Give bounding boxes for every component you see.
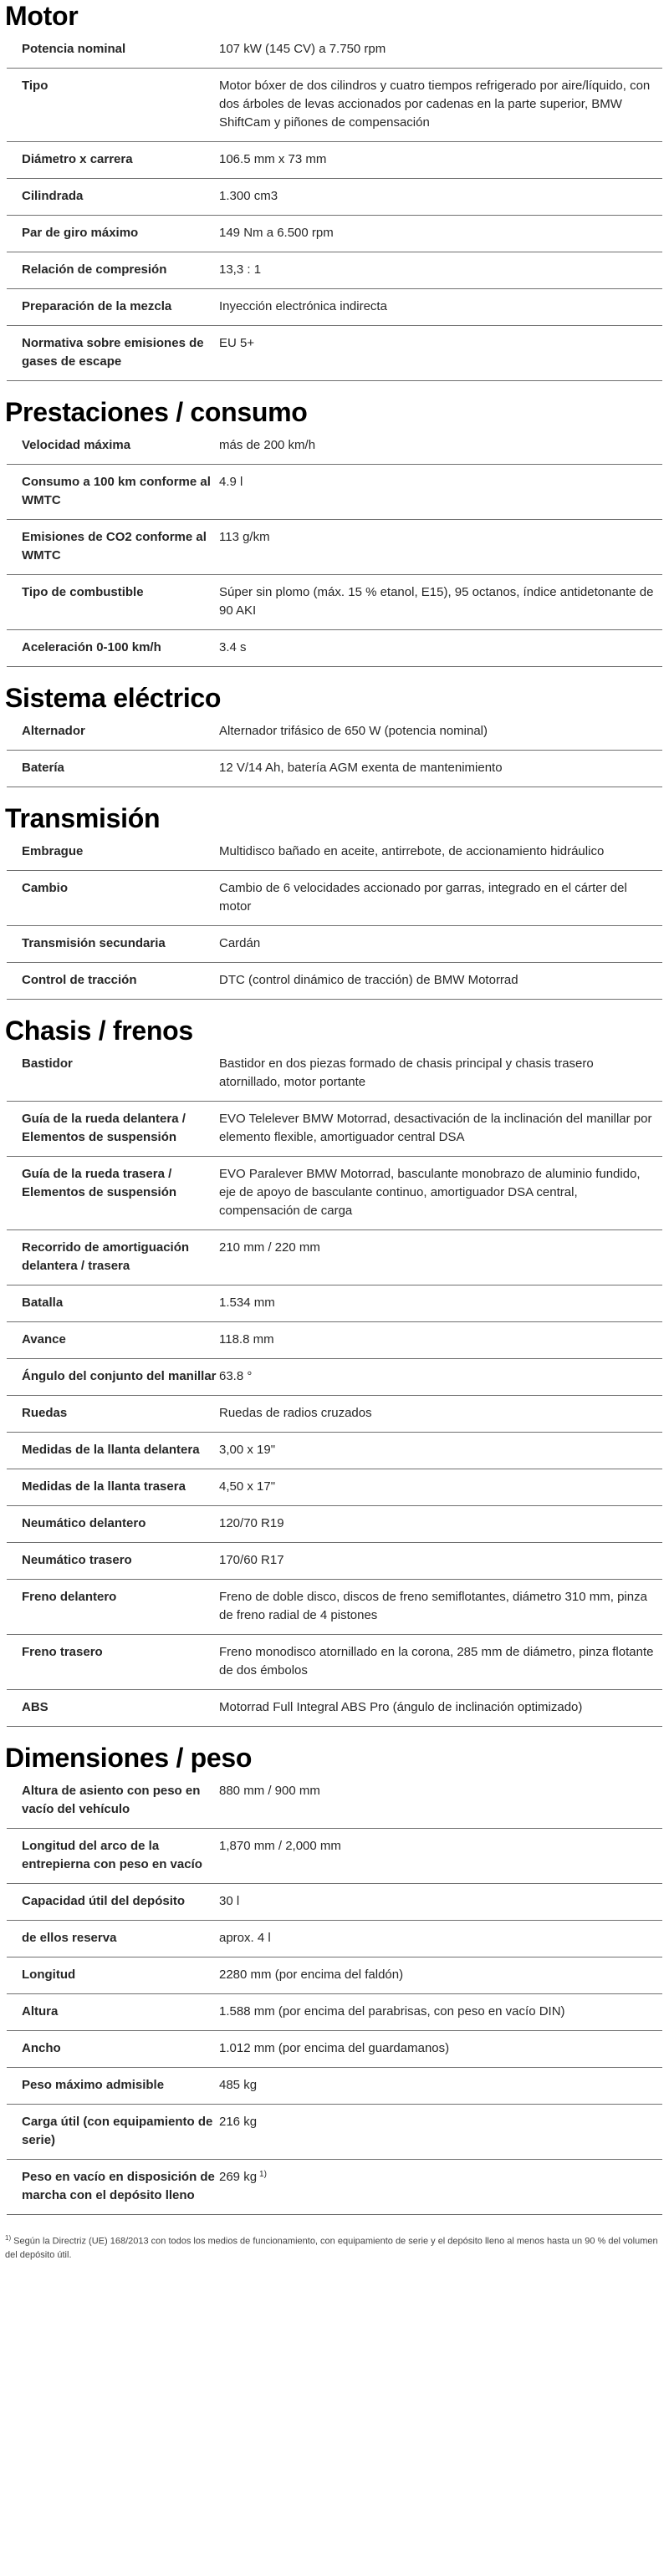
spec-value xyxy=(219,436,662,455)
spec-row xyxy=(7,32,662,69)
spec-label: Ruedas xyxy=(22,1406,68,1420)
spec-value-text: 1.588 mm (por encima del parabrisas, con peso en vacío DIN) xyxy=(219,2004,565,2019)
section-sistema-electrico xyxy=(0,682,669,787)
spec-label: Batalla xyxy=(22,1296,64,1310)
spec-label: Normativa sobre emisiones de gases de escape xyxy=(22,336,204,369)
spec-value-text: 170/60 R17 xyxy=(219,1553,284,1567)
spec-value-text: EVO Paralever BMW Motorrad, basculante monobrazo de aluminio fundido, eje de apoyo de basculante continuo, amortiguador DSA central, compensación de carga xyxy=(219,1167,641,1218)
spec-row xyxy=(7,751,662,787)
spec-label: Bastidor xyxy=(22,1056,73,1071)
spec-row xyxy=(7,1396,662,1433)
spec-row xyxy=(7,871,662,926)
spec-row xyxy=(7,1543,662,1580)
spec-value-text: Bastidor en dos piezas formado de chasis principal y chasis trasero atornillado, motor portante xyxy=(219,1056,594,1089)
spec-label: Preparación de la mezcla xyxy=(22,299,172,313)
spec-label: Velocidad máxima xyxy=(22,438,131,452)
spec-row xyxy=(7,1884,662,1921)
spec-row xyxy=(7,2031,662,2068)
spec-value xyxy=(219,1929,662,1947)
spec-value xyxy=(219,1110,662,1147)
spec-value-text: Alternador trifásico de 650 W (potencia nominal) xyxy=(219,724,488,738)
spec-value xyxy=(219,971,662,990)
spec-label: Longitud del arco de la entrepierna con peso en vacío xyxy=(22,1839,202,1871)
spec-label: Ángulo del conjunto del manillar xyxy=(22,1369,217,1383)
section-title: Sistema eléctrico xyxy=(5,683,222,713)
spec-label: Peso máximo admisible xyxy=(22,2078,165,2092)
spec-row xyxy=(7,1774,662,1829)
spec-value-text: Freno monodisco atornillado en la corona, 285 mm de diámetro, pinza flotante de dos émbolos xyxy=(219,1645,654,1677)
footnote-text: Según la Directriz (UE) 168/2013 con todos los medios de funcionamiento, con equipamiento de serie y el depósito lleno al menos hasta un 90 % del volumen del depósito útil. xyxy=(5,2236,658,2260)
spec-row xyxy=(7,69,662,142)
spec-row xyxy=(7,179,662,216)
spec-value xyxy=(219,2168,662,2205)
spec-value-text: Multidisco bañado en aceite, antirrebote, de accionamiento hidráulico xyxy=(219,844,605,858)
footnote-marker: 1) xyxy=(259,2170,267,2179)
spec-label: Peso en vacío en disposición de marcha con el depósito lleno xyxy=(22,2170,215,2202)
spec-value xyxy=(219,1966,662,1984)
spec-value xyxy=(219,2076,662,2095)
spec-label: de ellos reserva xyxy=(22,1931,117,1945)
spec-value-text: 2280 mm (por encima del faldón) xyxy=(219,1968,404,1982)
spec-value xyxy=(219,77,662,132)
spec-value-text: EVO Telelever BMW Motorrad, desactivación de la inclinación del manillar por elemento flexible, amortiguador central DSA xyxy=(219,1112,652,1144)
spec-value xyxy=(219,1782,662,1819)
spec-value xyxy=(219,1698,662,1717)
spec-row xyxy=(7,1469,662,1506)
spec-value-text: 210 mm / 220 mm xyxy=(219,1240,320,1255)
section-title: Transmisión xyxy=(5,803,161,833)
spec-value xyxy=(219,1055,662,1092)
spec-value-text: 3,00 x 19" xyxy=(219,1443,276,1457)
section-dimensiones-peso xyxy=(0,1742,669,2215)
spec-table xyxy=(7,714,662,787)
spec-value xyxy=(219,150,662,169)
spec-row xyxy=(7,1994,662,2031)
spec-table xyxy=(7,32,662,381)
spec-value-text: Motor bóxer de dos cilindros y cuatro tiempos refrigerado por aire/líquido, con dos árboles de levas accionados por cadenas en la parte superior, BMW ShiftCam y piñones de compensación xyxy=(219,79,651,130)
spec-row xyxy=(7,926,662,963)
spec-value-text: aprox. 4 l xyxy=(219,1931,271,1945)
spec-value-text: 3.4 s xyxy=(219,640,247,654)
spec-value-text: 106.5 mm x 73 mm xyxy=(219,152,327,166)
spec-value xyxy=(219,1892,662,1911)
spec-value xyxy=(219,187,662,206)
spec-row xyxy=(7,2068,662,2105)
spec-label: Guía de la rueda delantera / Elementos de suspensión xyxy=(22,1112,186,1144)
spec-table xyxy=(7,428,662,667)
spec-label: Altura xyxy=(22,2004,59,2019)
spec-row xyxy=(7,963,662,1000)
section-title: Prestaciones / consumo xyxy=(5,397,308,427)
section-prestaciones-consumo xyxy=(0,396,669,667)
footnote-number: 1) xyxy=(5,2234,12,2242)
spec-label: Altura de asiento con peso en vacío del vehículo xyxy=(22,1784,201,1816)
spec-label: Medidas de la llanta delantera xyxy=(22,1443,200,1457)
section-chasis-frenos xyxy=(0,1015,669,1727)
spec-value xyxy=(219,1404,662,1423)
spec-value-text: 4.9 l xyxy=(219,475,243,489)
spec-value-text: 12 V/14 Ah, batería AGM exenta de mantenimiento xyxy=(219,761,503,775)
spec-value-text: 1,870 mm / 2,000 mm xyxy=(219,1839,341,1853)
spec-value xyxy=(219,261,662,279)
spec-value xyxy=(219,1837,662,1874)
spec-label: Tipo xyxy=(22,79,49,93)
spec-label: Avance xyxy=(22,1332,66,1347)
spec-row xyxy=(7,1102,662,1157)
spec-label: Freno delantero xyxy=(22,1590,117,1604)
spec-row xyxy=(7,1690,662,1727)
spec-row xyxy=(7,1046,662,1102)
spec-row xyxy=(7,1433,662,1469)
spec-value xyxy=(219,1294,662,1312)
spec-label: Diámetro x carrera xyxy=(22,152,133,166)
spec-value-text: 30 l xyxy=(219,1894,240,1908)
section-motor xyxy=(0,0,669,381)
spec-label: Control de tracción xyxy=(22,973,137,987)
spec-row xyxy=(7,1157,662,1230)
spec-value xyxy=(219,298,662,316)
spec-value xyxy=(219,639,662,657)
spec-row xyxy=(7,714,662,751)
spec-value xyxy=(219,879,662,916)
spec-row xyxy=(7,1635,662,1690)
spec-label: ABS xyxy=(22,1700,49,1714)
spec-row xyxy=(7,142,662,179)
spec-value-text: 63.8 ° xyxy=(219,1369,253,1383)
spec-value xyxy=(219,1367,662,1386)
spec-label: Recorrido de amortiguación delantera / trasera xyxy=(22,1240,190,1273)
spec-table xyxy=(7,1046,662,1727)
spec-value-text: 13,3 : 1 xyxy=(219,262,262,277)
spec-value-text: 216 kg xyxy=(219,2115,258,2129)
spec-value-text: 1.012 mm (por encima del guardamanos) xyxy=(219,2041,450,2055)
spec-value xyxy=(219,1165,662,1220)
spec-value xyxy=(219,224,662,242)
spec-value-text: Súper sin plomo (máx. 15 % etanol, E15), 95 octanos, índice antidetonante de 90 AKI xyxy=(219,585,654,618)
spec-value-text: 485 kg xyxy=(219,2078,258,2092)
spec-value xyxy=(219,2003,662,2021)
spec-row xyxy=(7,1322,662,1359)
spec-value xyxy=(219,1515,662,1533)
spec-label: Relación de compresión xyxy=(22,262,167,277)
spec-value xyxy=(219,1551,662,1570)
spec-value xyxy=(219,1331,662,1349)
spec-value xyxy=(219,1239,662,1275)
section-title: Motor xyxy=(5,1,79,31)
spec-label: Cilindrada xyxy=(22,189,84,203)
spec-value-text: 880 mm / 900 mm xyxy=(219,1784,320,1798)
spec-value-text: Ruedas de radios cruzados xyxy=(219,1406,372,1420)
spec-row xyxy=(7,289,662,326)
spec-value-text: 269 kg xyxy=(219,2170,258,2184)
spec-value xyxy=(219,473,662,510)
spec-label: Ancho xyxy=(22,2041,61,2055)
footnote xyxy=(5,2232,664,2262)
spec-value-text: 1.534 mm xyxy=(219,1296,275,1310)
spec-row xyxy=(7,465,662,520)
spec-label: Potencia nominal xyxy=(22,42,126,56)
section-title: Chasis / frenos xyxy=(5,1016,193,1046)
spec-label: Carga útil (con equipamiento de serie) xyxy=(22,2115,213,2147)
spec-row xyxy=(7,520,662,575)
spec-value xyxy=(219,583,662,620)
spec-row xyxy=(7,1230,662,1285)
spec-label: Batería xyxy=(22,761,64,775)
spec-value xyxy=(219,2113,662,2150)
spec-label: Longitud xyxy=(22,1968,76,1982)
spec-row xyxy=(7,1580,662,1635)
spec-row xyxy=(7,630,662,667)
spec-value xyxy=(219,2039,662,2058)
spec-label: Tipo de combustible xyxy=(22,585,144,599)
spec-table xyxy=(7,1774,662,2215)
spec-value xyxy=(219,528,662,565)
spec-label: Alternador xyxy=(22,724,85,738)
spec-label: Aceleración 0-100 km/h xyxy=(22,640,161,654)
spec-label: Medidas de la llanta trasera xyxy=(22,1479,186,1494)
spec-row xyxy=(7,1829,662,1884)
spec-value xyxy=(219,1643,662,1680)
spec-value-text: más de 200 km/h xyxy=(219,438,316,452)
spec-row xyxy=(7,834,662,871)
spec-label: Guía de la rueda trasera / Elementos de suspensión xyxy=(22,1167,177,1199)
spec-value-text: 118.8 mm xyxy=(219,1332,274,1347)
spec-label: Emisiones de CO2 conforme al WMTC xyxy=(22,530,207,563)
spec-label: Freno trasero xyxy=(22,1645,103,1659)
spec-value xyxy=(219,1478,662,1496)
spec-value-text: 149 Nm a 6.500 rpm xyxy=(219,226,334,240)
spec-row xyxy=(7,252,662,289)
spec-row xyxy=(7,1285,662,1322)
spec-value xyxy=(219,759,662,777)
spec-label: Consumo a 100 km conforme al WMTC xyxy=(22,475,211,507)
section-transmision xyxy=(0,802,669,1000)
spec-value-text: Cambio de 6 velocidades accionado por garras, integrado en el cárter del motor xyxy=(219,881,627,914)
section-title: Dimensiones / peso xyxy=(5,1743,253,1773)
spec-row xyxy=(7,1506,662,1543)
spec-value-text: DTC (control dinámico de tracción) de BMW Motorrad xyxy=(219,973,518,987)
spec-row xyxy=(7,326,662,381)
spec-value-text: Cardán xyxy=(219,936,261,950)
spec-value xyxy=(219,843,662,861)
spec-label: Capacidad útil del depósito xyxy=(22,1894,186,1908)
spec-value-text: Freno de doble disco, discos de freno semiflotantes, diámetro 310 mm, pinza de freno radial de 4 pistones xyxy=(219,1590,647,1622)
spec-label: Embrague xyxy=(22,844,84,858)
spec-row xyxy=(7,216,662,252)
spec-row xyxy=(7,1359,662,1396)
spec-value-text: 113 g/km xyxy=(219,530,270,544)
spec-value-text: 4,50 x 17" xyxy=(219,1479,276,1494)
spec-row xyxy=(7,1957,662,1994)
spec-row xyxy=(7,428,662,465)
spec-row xyxy=(7,2160,662,2215)
spec-value-text: 107 kW (145 CV) a 7.750 rpm xyxy=(219,42,386,56)
spec-value xyxy=(219,722,662,741)
spec-value-text: 120/70 R19 xyxy=(219,1516,284,1530)
spec-row xyxy=(7,575,662,630)
spec-value xyxy=(219,1441,662,1459)
spec-value xyxy=(219,334,662,371)
spec-value xyxy=(219,1588,662,1625)
spec-row xyxy=(7,1921,662,1957)
spec-table xyxy=(7,834,662,1000)
spec-value xyxy=(219,934,662,953)
spec-value-text: 1.300 cm3 xyxy=(219,189,278,203)
spec-value-text: Motorrad Full Integral ABS Pro (ángulo de inclinación optimizado) xyxy=(219,1700,583,1714)
spec-value-text: Inyección electrónica indirecta xyxy=(219,299,387,313)
spec-value-text: EU 5+ xyxy=(219,336,255,350)
spec-row xyxy=(7,2105,662,2160)
spec-label: Par de giro máximo xyxy=(22,226,139,240)
spec-label: Transmisión secundaria xyxy=(22,936,166,950)
spec-label: Neumático delantero xyxy=(22,1516,146,1530)
spec-label: Cambio xyxy=(22,881,69,895)
spec-value xyxy=(219,40,662,59)
spec-label: Neumático trasero xyxy=(22,1553,132,1567)
